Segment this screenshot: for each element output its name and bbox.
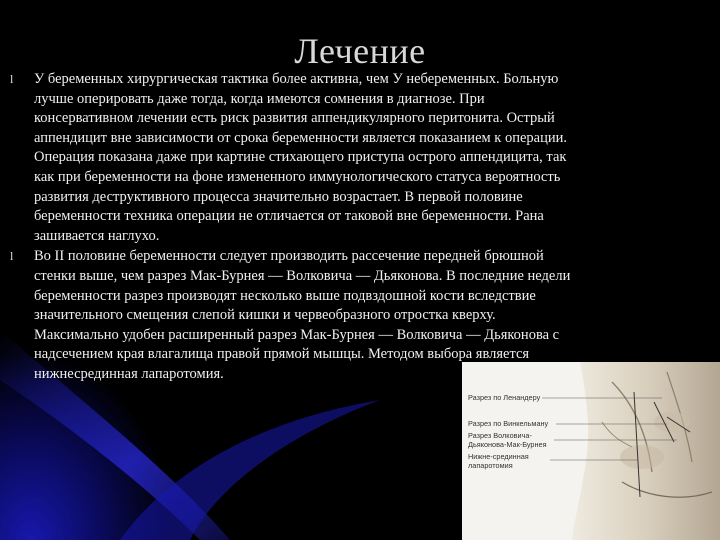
content-area: [10, 70, 640, 386]
text-line: зашивается наглухо.: [34, 227, 160, 244]
text-line: стенки выше, чем разрез Мак-Бурнея — Волковича — Дьяконова. В последние недели: [34, 267, 571, 284]
label-volkovich-line1: Разрез Волковича-: [468, 431, 532, 440]
text-line: беременности техника операции не отличается от таковой вне беременности. Рана: [34, 208, 544, 225]
slide-title: Лечение: [294, 31, 426, 71]
text-line: беременности разрез производят несколько выше подвздошной кости вследствие: [34, 287, 536, 304]
text-line: аппендицит вне зависимости от срока беременности является показанием к операции.: [34, 129, 568, 146]
abdomen-illustration: [462, 362, 720, 540]
label-winkelmann-incision: Разрез по Винкельману: [468, 419, 549, 428]
text-line: консервативном лечении есть риск развития аппендикулярного перитонита. Острый: [34, 110, 555, 127]
text-line: надсечением края влагалища правой прямой мышцы. Методом выбора является: [34, 346, 530, 363]
bullet-marker: l: [10, 72, 14, 86]
text-line: У беременных хирургическая тактика более активна, чем У небеременных. Больную: [34, 71, 559, 87]
paragraph-1: [10, 70, 640, 246]
text-line: Во II половине беременности следует производить рассечение передней брюшной: [34, 248, 544, 265]
text-line: как при беременности на фоне измененного иммунологического статуса вероятность: [34, 168, 561, 185]
text-line: развития деструктивного процесса значительно возрастает. В первой половине: [34, 188, 523, 205]
label-midline-line1: Нижне-срединная: [468, 452, 529, 461]
label-volkovich-line2: Дьяконова-Мак-Бурнея: [468, 440, 547, 449]
text-line: Операция показана даже при картине стихающего приступа острого аппендицита, так: [34, 149, 567, 166]
text-line: Максимально удобен расширенный разрез Мак-Бурнея — Волковича — Дьяконова с: [34, 326, 560, 343]
text-line: значительного смещения слепой кишки и червеобразного отростка кверху.: [34, 307, 496, 324]
label-lenander-incision: Разрез по Ленандеру: [468, 393, 541, 402]
label-midline-line2: лапаротомия: [468, 461, 513, 470]
text-line: лучше оперировать даже тогда, когда имеются сомнения в диагнозе. При: [34, 90, 485, 107]
text-line: нижнесрединная лапаротомия.: [34, 365, 224, 382]
bullet-marker: l: [10, 249, 14, 264]
incision-diagram-figure: [462, 362, 720, 540]
